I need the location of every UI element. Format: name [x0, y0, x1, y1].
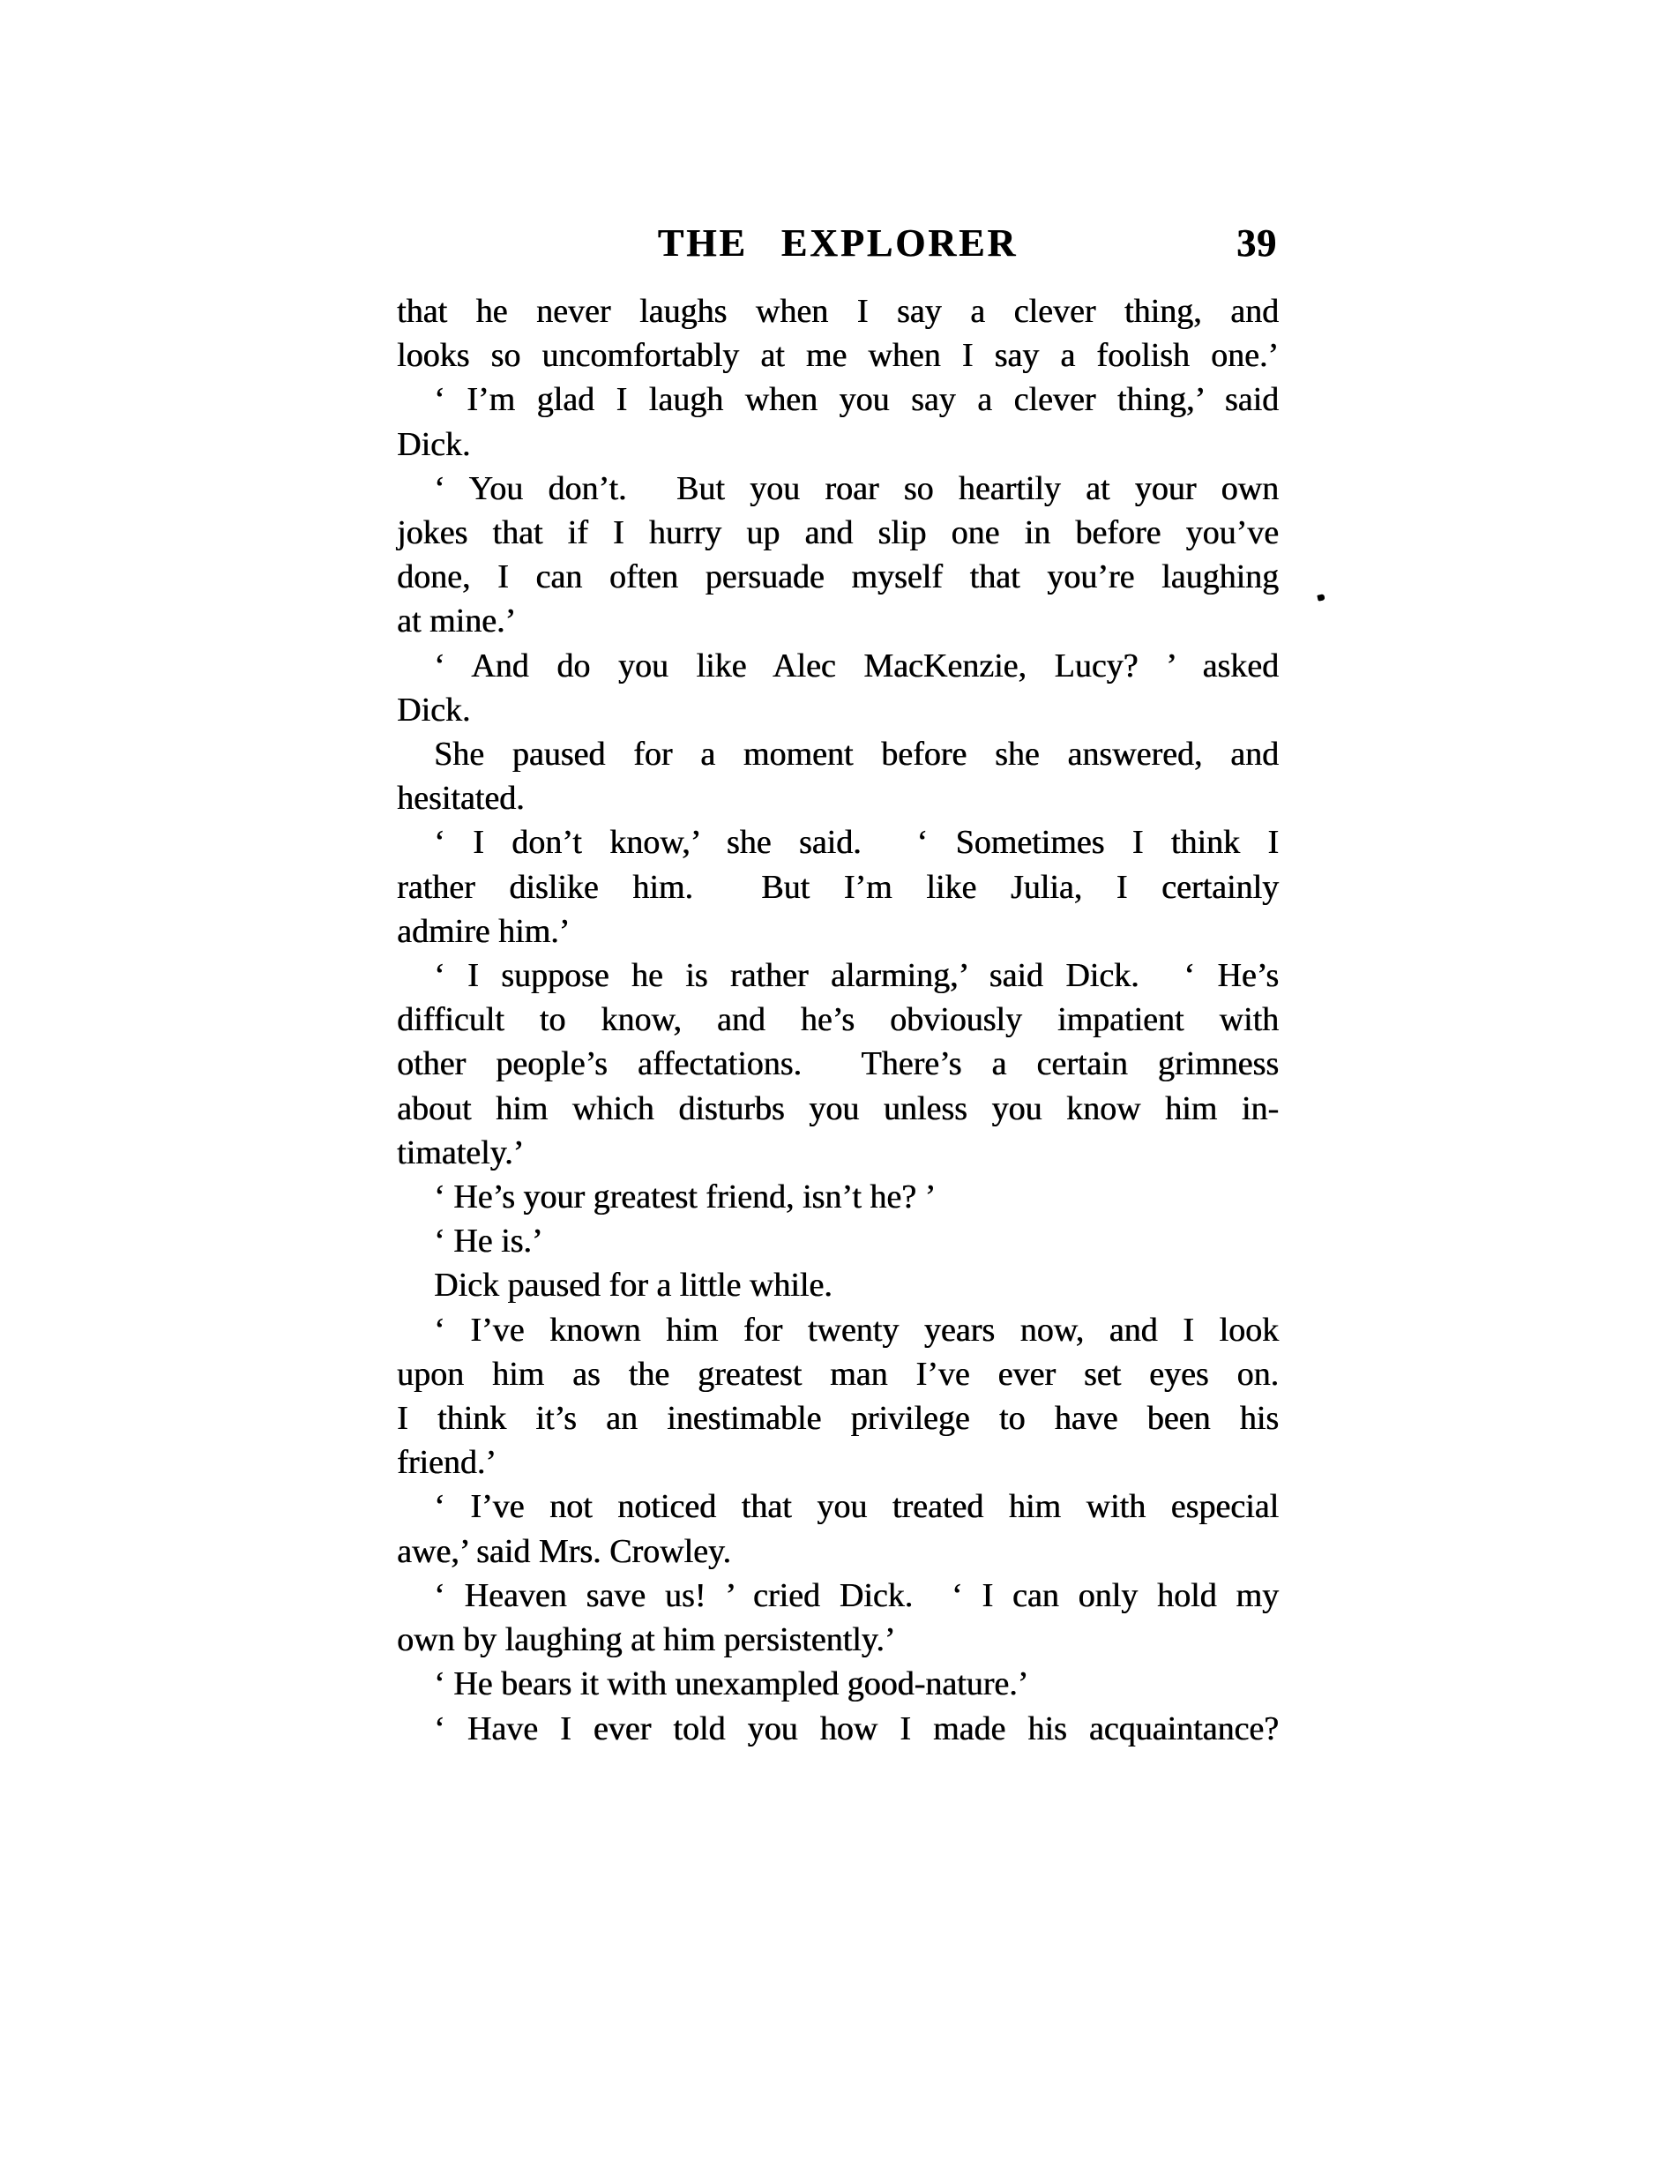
text-line: Dick.	[397, 425, 471, 463]
text-line: ‘ Have I ever told you how I made his acquaintance?	[434, 1709, 1279, 1747]
text-line: admire him.’	[397, 912, 571, 950]
text-line: other people’s affectations. There’s a certain grimness	[397, 1045, 1279, 1083]
text-line: ‘ I’ve not noticed that you treated him with especial	[434, 1488, 1279, 1526]
page-header	[397, 221, 1279, 266]
text-line: ‘ I’m glad I laugh when you say a clever thing,’ said	[434, 381, 1279, 419]
text-line: ‘ Heaven save us! ’ cried Dick. ‘ I can only hold my	[434, 1576, 1279, 1614]
text-line: ‘ I don’t know,’ she said. ‘ Sometimes I think I	[434, 824, 1279, 862]
text-line: friend.’	[397, 1444, 497, 1482]
text-line: at mine.’	[397, 602, 517, 640]
ink-speck-artifact	[1317, 594, 1325, 602]
text-line: Dick paused for a little while.	[434, 1267, 833, 1305]
text-line: ‘ You don’t. But you roar so heartily at your own	[434, 469, 1279, 507]
text-line: timately.’	[397, 1133, 525, 1171]
text-line: rather dislike him. But I’m like Julia, I certainly	[397, 868, 1279, 906]
text-line: looks so uncomfortably at me when I say a foolish one.’	[397, 337, 1279, 375]
running-title: THE EXPLORER	[657, 221, 1019, 265]
text-line: own by laughing at him persistently.’	[397, 1621, 896, 1659]
body-text	[397, 289, 1279, 1751]
text-line: ‘ He’s your greatest friend, isn’t he? ’	[434, 1178, 937, 1216]
text-line: jokes that if I hurry up and slip one in before you’ve	[397, 514, 1279, 552]
text-line: about him which disturbs you unless you know him in-	[397, 1089, 1279, 1127]
text-line: Dick.	[397, 691, 471, 729]
text-line: that he never laughs when I say a clever thing, and	[397, 293, 1279, 330]
text-line: ‘ He is.’	[434, 1223, 543, 1260]
text-line: She paused for a moment before she answered, and	[434, 736, 1279, 774]
text-line: ‘ He bears it with unexampled good-nature.’	[434, 1665, 1029, 1703]
text-line: ‘ I’ve known him for twenty years now, and I look	[434, 1311, 1279, 1349]
page-number: 39	[1236, 221, 1277, 265]
text-line: ‘ I suppose he is rather alarming,’ said Dick. ‘ He’s	[434, 957, 1279, 995]
text-line: upon him as the greatest man I’ve ever set eyes on.	[397, 1355, 1279, 1393]
text-line: difficult to know, and he’s obviously impatient with	[397, 1001, 1279, 1039]
text-line: hesitated.	[397, 780, 525, 818]
text-line: awe,’ said Mrs. Crowley.	[397, 1532, 731, 1570]
text-line: done, I can often persuade myself that you’re laughing	[397, 558, 1279, 596]
text-line: I think it’s an inestimable privilege to have been his	[397, 1400, 1279, 1438]
text-line: ‘ And do you like Alec MacKenzie, Lucy? ’ asked	[434, 647, 1279, 684]
